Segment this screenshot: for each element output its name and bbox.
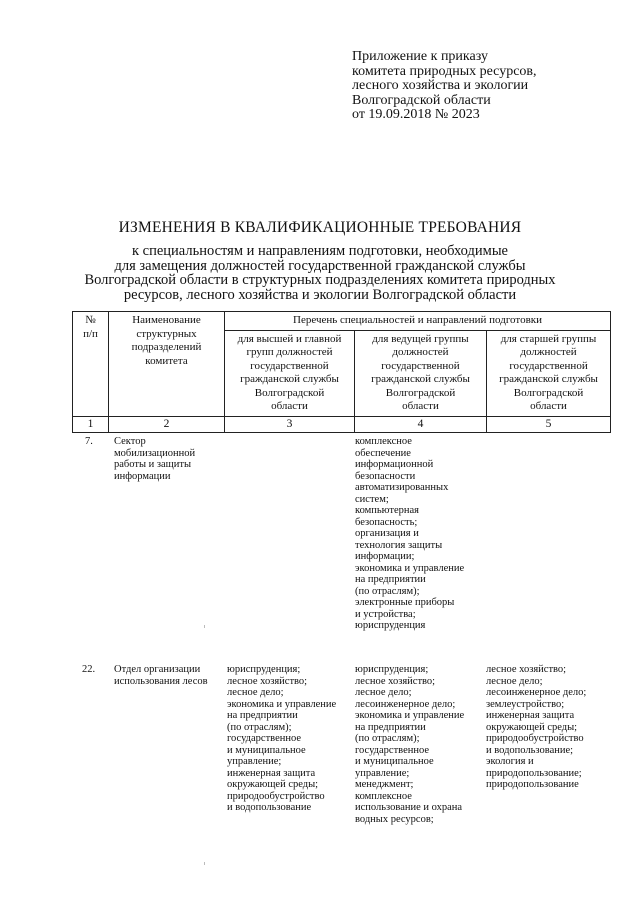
appendix-line: комитета природных ресурсов, [352,63,537,79]
requirements-table-header [72,311,611,433]
column-number: 5 [487,416,611,432]
appendix-line: от 19.09.2018 № 2023 [352,107,480,122]
header-name: Наименование структурных подразделений комитета [109,312,225,417]
subtitle-line: для замещения должностей государственной гражданской службы [114,257,526,274]
appendix-block [352,50,622,123]
appendix-line: лесного хозяйства и экологии [352,78,529,93]
column-number: 2 [109,416,225,432]
row-unit-name: Отдел организации использования лесов [114,664,208,687]
document-title: ИЗМЕНЕНИЯ В КВАЛИФИКАЦИОННЫЕ ТРЕБОВАНИЯ [118,219,522,236]
header-senior: для старшей группы должностей государственной гражданской службы Волгоградской области [487,330,611,416]
header-list: Перечень специальностей и направлений подготовки [225,312,611,331]
row-higher-group: юриспруденция; лесное хозяйство; лесное дело; экономика и управление на предприятии (по отраслям); государственное и муниципальное управление; инженерная защита окружающей среды; природообустройство и водопользование [227,664,337,813]
appendix-line: Приложение к приказу [352,49,488,64]
appendix-line: Волгоградской области [352,92,491,108]
subtitle-line: ресурсов, лесного хозяйства и экологии Волгоградской области [123,286,517,303]
row-number: 22. [82,664,96,675]
subtitle-line: Волгоградской области в структурных подразделениях комитета природных [84,272,556,288]
column-number: 1 [73,416,109,432]
row-leading-group: юриспруденция; лесное хозяйство; лесное дело; лесоинженерное дело; экономика и управление на предприятии (по отраслям); государственное и муниципальное управление; менеджмент; комплексное использование и охрана водных ресурсов; [355,664,465,825]
header-num: № п/п [73,312,109,417]
row-unit-name: Сектор мобилизационной работы и защиты информации [114,436,196,482]
document-subtitle [0,244,640,302]
row-number: 7. [85,436,93,447]
header-leading: для ведущей группы должностей государственной гражданской службы Волгоградской области [355,330,487,416]
header-higher: для высшей и главной групп должностей государственной гражданской службы Волгоградской области [225,330,355,416]
row-senior-group: лесное хозяйство; лесное дело; лесоинженерное дело; землеустройство; инженерная защита окружающей среды; природообустройство и водопользование; экология и природопользование; природопользование [486,664,587,790]
scan-mark [204,862,205,865]
row-leading-group: комплексное обеспечение информационной безопасности автоматизированных систем; компьютерная безопасность; организация и технология защиты информации; экономика и управление на предприятии (по отраслям); электронные приборы и устройства; юриспруденция [355,436,465,631]
subtitle-line: к специальностям и направлениям подготовки, необходимые [131,243,508,259]
column-number: 4 [355,416,487,432]
column-number: 3 [225,416,355,432]
scan-mark [204,625,205,628]
